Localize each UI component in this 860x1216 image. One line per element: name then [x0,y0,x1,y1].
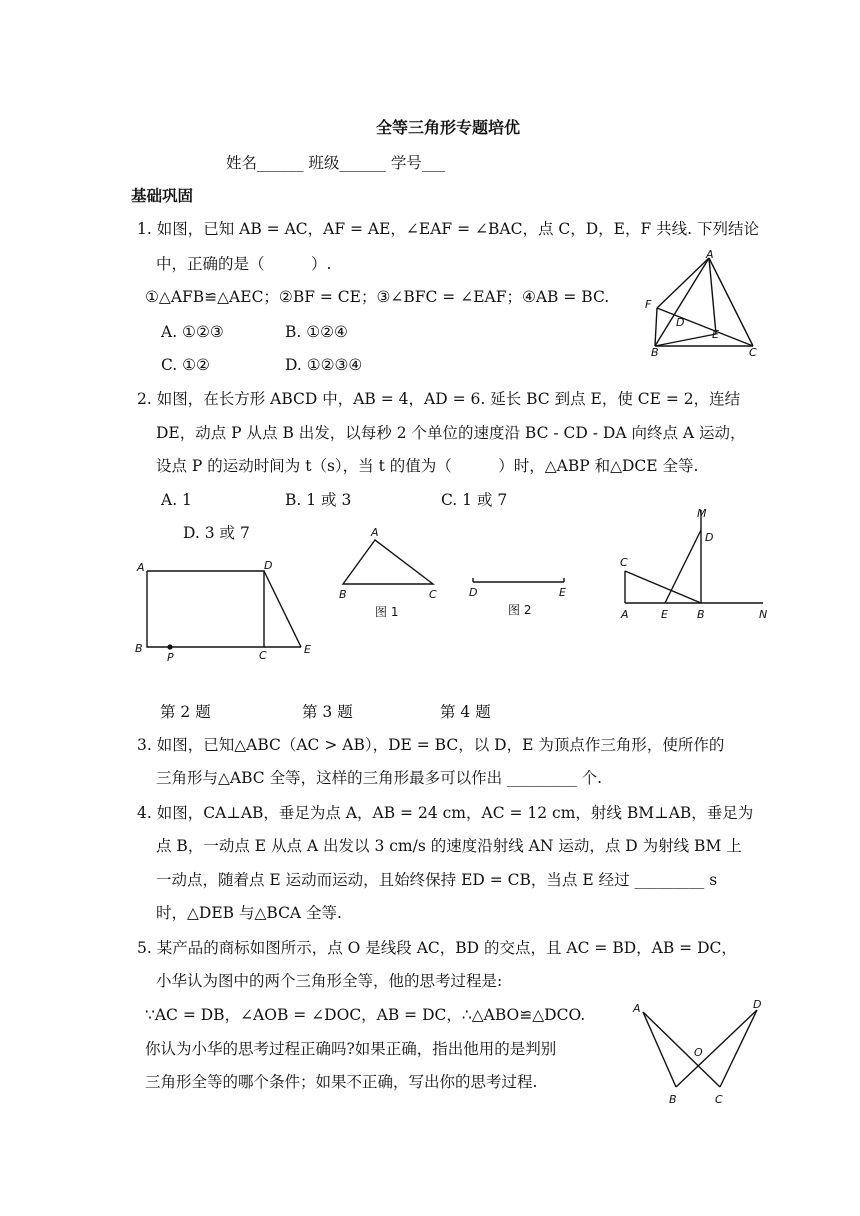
q1-option-d: D. ①②③④ [285,356,363,374]
q5-fig-label-a: A [633,1002,641,1015]
q4-line-4: 时，△DEB 与△BCA 全等. [156,904,342,922]
q2-option-c: C. 1 或 7 [441,491,508,509]
q4-fig-label-c: C [620,556,628,569]
q1-fig-label-c: C [749,346,757,359]
q5-fig-label-o: O [694,1046,703,1059]
q3-figure [333,522,583,622]
q3-fig-label-c: C [429,588,437,601]
q4-line-3: 一动点，随着点 E 运动而运动，且始终保持 ED = CB，当点 E 经过 _________ s [156,871,718,889]
q5-fig-label-d: D [753,998,762,1011]
q3-line-1: 3. 如图，已知△ABC（AC > AB），DE = BC，以 D，E 为顶点作三角形，使所作的 [137,736,725,754]
q1-fig-label-b: B [651,346,659,359]
q1-fig-label-a: A [706,248,714,261]
q5-line-5: 三角形全等的哪个条件；如果不正确，写出你的思考过程. [145,1073,538,1091]
caption-q3: 第 3 题 [302,703,353,721]
q3-fig-label-b: B [339,588,347,601]
q2-line-3: 设点 P 的运动时间为 t（s），当 t 的值为（ ）时，△ABP 和△DCE 全等. [156,457,699,475]
q2-line-1: 2. 如图，在长方形 ABCD 中，AB = 4，AD = 6. 延长 BC 到点 E，使 CE = 2，连结 [137,390,741,408]
q4-fig-label-a: A [621,608,629,621]
caption-q2: 第 2 题 [160,703,211,721]
q1-line-1: 1. 如图，已知 AB = AC，AF = AE，∠EAF = ∠BAC，点 C，D，E，F 共线. 下列结论 [137,220,760,238]
q2-figure [128,555,323,665]
q3-fig-caption-1: 图 1 [375,605,399,619]
q3-fig-label-a: A [371,526,379,539]
q2-fig-label-a: A [137,561,145,574]
q2-fig-label-d: D [264,559,273,572]
q1-option-c: C. ①② [161,356,210,374]
q1-figure [640,248,770,360]
q3-fig-label-d: D [469,586,478,599]
q2-fig-point-p [167,644,172,649]
q5-figure [627,995,777,1107]
q2-option-d: D. 3 或 7 [183,524,250,542]
q5-line-1: 5. 某产品的商标如图所示，点 O 是线段 AC，BD 的交点，且 AC = BD，AB = DC， [137,939,737,957]
q2-fig-label-c: C [259,649,267,662]
q1-line-2: 中，正确的是（ ）. [156,255,332,273]
q3-fig-caption-2: 图 2 [508,603,532,617]
q4-line-1: 4. 如图，CA⊥AB，垂足为点 A，AB = 24 cm，AC = 12 cm，射线 BM⊥AB，垂足为 [137,804,754,822]
q1-option-b: B. ①②④ [285,323,348,341]
q2-fig-label-p: P [167,651,174,664]
q5-fig-label-c: C [715,1093,723,1106]
q3-line-2: 三角形与△ABC 全等，这样的三角形最多可以作出 _________ 个. [156,769,603,787]
q4-fig-label-d: D [705,531,714,544]
q2-fig-label-e: E [304,643,311,656]
q4-fig-label-e: E [661,608,668,621]
q4-fig-label-b: B [697,608,705,621]
q3-fig-label-e: E [559,586,566,599]
q5-fig-label-b: B [669,1093,677,1106]
q5-line-3: ∵AC = DB，∠AOB = ∠DOC，AB = DC，∴△ABO≌△DCO. [145,1006,586,1024]
q4-figure [613,500,783,625]
q2-option-b: B. 1 或 3 [285,491,352,509]
q4-line-2: 点 B，一动点 E 从点 A 出发以 3 cm/s 的速度沿射线 AN 运动，点 D 为射线 BM 上 [156,837,742,855]
q2-option-a: A. 1 [161,491,192,509]
section-heading: 基础巩固 [131,187,194,205]
q2-line-2: DE，动点 P 从点 B 出发，以每秒 2 个单位的速度沿 BC - CD - DA 向终点 A 运动， [156,424,746,442]
q1-statements: ①△AFB≌△AEC；②BF = CE；③∠BFC = ∠EAF；④AB = BC. [145,288,610,306]
q4-fig-label-n: N [759,608,768,621]
q2-fig-label-b: B [135,642,143,655]
q1-fig-label-e: E [712,328,719,341]
q5-line-2: 小华认为图中的两个三角形全等，他的思考过程是: [156,972,503,990]
q1-option-a: A. ①②③ [161,323,224,341]
q1-fig-label-d: D [676,316,685,329]
q5-line-4: 你认为小华的思考过程正确吗?如果正确，指出他用的是判别 [145,1040,557,1058]
page-title: 全等三角形专题培优 [376,118,521,137]
caption-q4: 第 4 题 [440,703,491,721]
q4-fig-label-m: M [697,507,707,520]
student-info-line: 姓名______ 班级______ 学号___ [226,154,446,172]
q1-fig-label-f: F [645,298,652,311]
